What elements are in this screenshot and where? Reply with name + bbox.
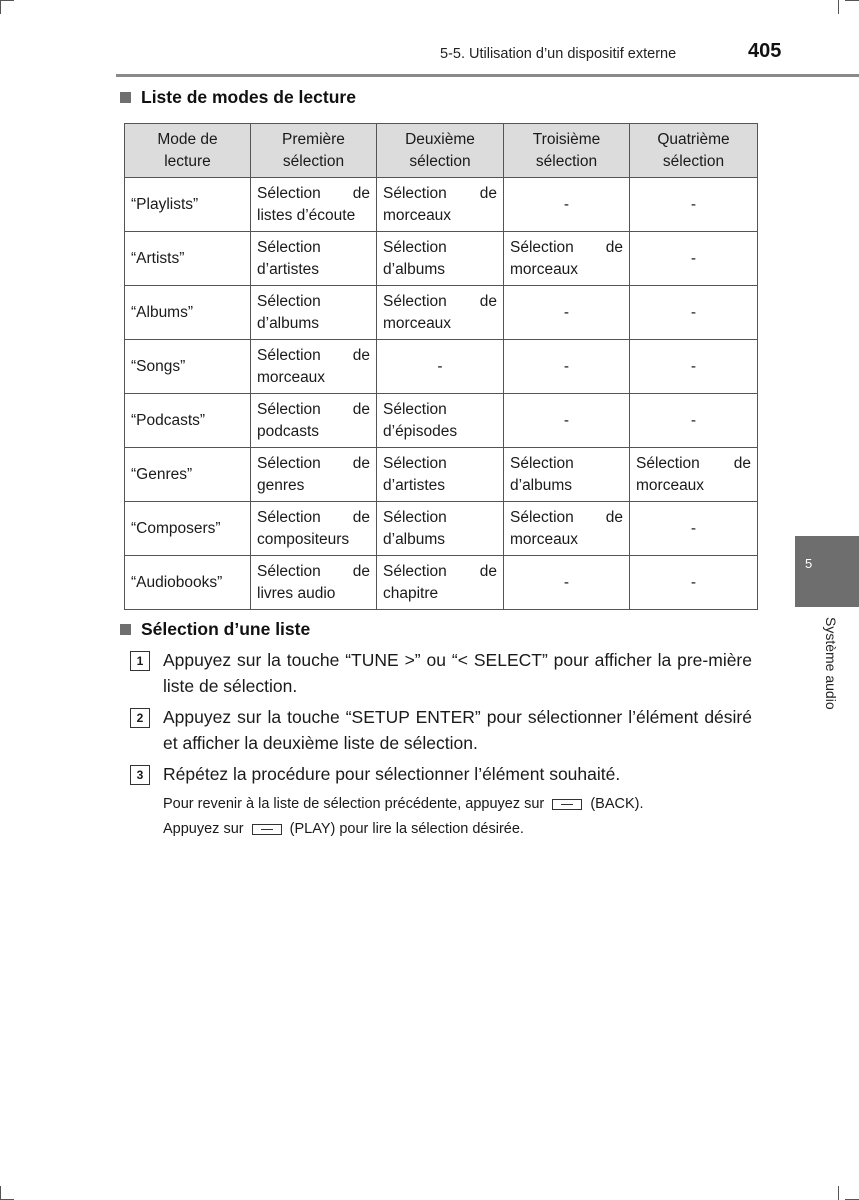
table-cell: Sélection de livres audio [251, 556, 377, 610]
table-cell: “Playlists” [125, 178, 251, 232]
back-note-suffix: (BACK). [590, 796, 644, 812]
table-cell: - [630, 394, 758, 448]
table-cell: “Albums” [125, 286, 251, 340]
table-cell: - [377, 340, 504, 394]
back-button-icon [552, 799, 582, 810]
square-bullet-icon [120, 92, 131, 103]
step-number-badge: 1 [130, 651, 150, 671]
table-cell: Sélection d’albums [377, 502, 504, 556]
table-row [125, 232, 758, 286]
back-note-text: Pour revenir à la liste de sélection précédente, appuyez sur [163, 796, 545, 812]
table-cell: - [504, 394, 630, 448]
table-cell: “Podcasts” [125, 394, 251, 448]
table-cell: - [630, 286, 758, 340]
header-rule [116, 74, 859, 77]
header-second: Deuxième sélection [377, 124, 504, 178]
table-cell: “Genres” [125, 448, 251, 502]
table-cell: “Artists” [125, 232, 251, 286]
table-cell: Sélection d’épisodes [377, 394, 504, 448]
table-cell: - [630, 556, 758, 610]
play-button-icon [252, 824, 282, 835]
header-first: Première sélection [251, 124, 377, 178]
table-row [125, 556, 758, 610]
table-row [125, 448, 758, 502]
table-cell: - [630, 340, 758, 394]
step-1 [130, 647, 752, 699]
table-cell: Sélection de chapitre [377, 556, 504, 610]
table-cell: Sélection d’artistes [377, 448, 504, 502]
table-cell: Sélection d’artistes [251, 232, 377, 286]
modes-section-title [120, 87, 356, 108]
step-3 [130, 761, 752, 787]
table-cell: Sélection de morceaux [504, 232, 630, 286]
header-third: Troisième sélection [504, 124, 630, 178]
table-cell: Sélection de morceaux [377, 178, 504, 232]
table-cell: - [504, 178, 630, 232]
table-cell: Sélection de listes d’écoute [251, 178, 377, 232]
play-note [163, 821, 524, 837]
select-section-title-text: Sélection d’une liste [141, 619, 311, 639]
play-note-suffix: (PLAY) pour lire la sélection désirée. [289, 821, 524, 837]
table-row [125, 340, 758, 394]
table-row [125, 286, 758, 340]
table-cell: - [630, 232, 758, 286]
square-bullet-icon [120, 624, 131, 635]
table-row [125, 394, 758, 448]
header-mode: Mode de lecture [125, 124, 251, 178]
chapter-number: 5 [805, 556, 813, 571]
table-cell: - [504, 340, 630, 394]
table-cell: Sélection de compositeurs [251, 502, 377, 556]
table-cell: Sélection d’albums [377, 232, 504, 286]
table-cell: “Composers” [125, 502, 251, 556]
table-cell: Sélection d’albums [251, 286, 377, 340]
table-cell: “Audiobooks” [125, 556, 251, 610]
play-note-text: Appuyez sur [163, 821, 244, 837]
step-number-badge: 2 [130, 708, 150, 728]
step-number-badge: 3 [130, 765, 150, 785]
step-2 [130, 704, 752, 756]
table-header-row [125, 124, 758, 178]
header-fourth: Quatrième sélection [630, 124, 758, 178]
step-text: Appuyez sur la touche “SETUP ENTER” pour sélectionner l’élément désiré et afficher la deuxième liste de sélection. [163, 707, 752, 753]
table-cell: Sélection de morceaux [630, 448, 758, 502]
modes-section-title-text: Liste de modes de lecture [141, 87, 356, 107]
table-cell: Sélection de podcasts [251, 394, 377, 448]
back-note [163, 796, 643, 812]
table-cell: Sélection de genres [251, 448, 377, 502]
page-number: 405 [748, 40, 782, 62]
table-cell: - [504, 556, 630, 610]
table-cell: Sélection de morceaux [504, 502, 630, 556]
table-row [125, 178, 758, 232]
step-text: Répétez la procédure pour sélectionner l’élément souhaité. [163, 764, 621, 784]
table-row [125, 502, 758, 556]
table-cell: Sélection de morceaux [251, 340, 377, 394]
chapter-label: Système audio [823, 617, 839, 710]
chapter-tab [795, 536, 859, 607]
table-cell: Sélection de morceaux [377, 286, 504, 340]
table-cell: Sélection d’albums [504, 448, 630, 502]
play-modes-table [124, 123, 758, 610]
table-cell: - [630, 178, 758, 232]
step-text: Appuyez sur la touche “TUNE >” ou “< SELECT” pour afficher la pre-mière liste de sélection. [163, 650, 752, 696]
header-section-title: 5-5. Utilisation d’un dispositif externe [440, 46, 677, 62]
table-cell: “Songs” [125, 340, 251, 394]
select-section-title [120, 619, 310, 640]
table-cell: - [504, 286, 630, 340]
table-cell: - [630, 502, 758, 556]
